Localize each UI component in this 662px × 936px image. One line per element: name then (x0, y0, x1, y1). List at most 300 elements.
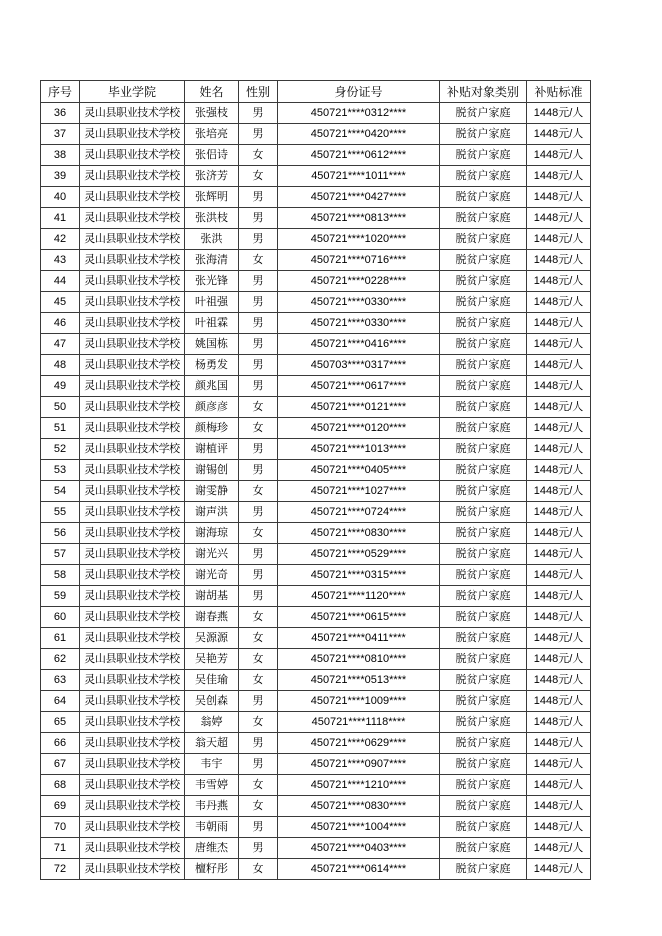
cell-id-number: 450703****0317**** (278, 355, 440, 376)
table-header (41, 81, 591, 103)
cell-standard: 1448元/人 (527, 733, 591, 754)
cell-name: 谢海琼 (185, 523, 239, 544)
cell-name: 谢春燕 (185, 607, 239, 628)
cell-category: 脱贫户家庭 (440, 523, 527, 544)
cell-index: 53 (41, 460, 80, 481)
cell-id-number: 450721****0810**** (278, 649, 440, 670)
table-row (41, 712, 591, 733)
cell-id-number: 450721****0529**** (278, 544, 440, 565)
cell-name: 檀籽彤 (185, 859, 239, 880)
cell-gender: 男 (239, 838, 278, 859)
cell-name: 吴艳芳 (185, 649, 239, 670)
cell-name: 张洪 (185, 229, 239, 250)
cell-category: 脱贫户家庭 (440, 103, 527, 124)
cell-standard: 1448元/人 (527, 754, 591, 775)
cell-name: 张培亮 (185, 124, 239, 145)
cell-id-number: 450721****0330**** (278, 292, 440, 313)
cell-index: 48 (41, 355, 80, 376)
cell-standard: 1448元/人 (527, 838, 591, 859)
table-row (41, 250, 591, 271)
cell-college: 灵山县职业技术学校 (80, 124, 185, 145)
cell-standard: 1448元/人 (527, 145, 591, 166)
cell-standard: 1448元/人 (527, 376, 591, 397)
cell-name: 颜梅珍 (185, 418, 239, 439)
cell-index: 66 (41, 733, 80, 754)
cell-index: 47 (41, 334, 80, 355)
cell-college: 灵山县职业技术学校 (80, 166, 185, 187)
cell-gender: 男 (239, 292, 278, 313)
cell-index: 63 (41, 670, 80, 691)
cell-category: 脱贫户家庭 (440, 796, 527, 817)
cell-name: 翁天超 (185, 733, 239, 754)
cell-standard: 1448元/人 (527, 229, 591, 250)
cell-index: 42 (41, 229, 80, 250)
cell-index: 69 (41, 796, 80, 817)
cell-category: 脱贫户家庭 (440, 313, 527, 334)
cell-college: 灵山县职业技术学校 (80, 523, 185, 544)
cell-category: 脱贫户家庭 (440, 271, 527, 292)
cell-category: 脱贫户家庭 (440, 229, 527, 250)
cell-gender: 男 (239, 733, 278, 754)
cell-category: 脱贫户家庭 (440, 649, 527, 670)
cell-name: 叶祖强 (185, 292, 239, 313)
cell-college: 灵山县职业技术学校 (80, 250, 185, 271)
header-row (41, 81, 591, 103)
cell-gender: 男 (239, 103, 278, 124)
cell-category: 脱贫户家庭 (440, 124, 527, 145)
cell-category: 脱贫户家庭 (440, 775, 527, 796)
cell-category: 脱贫户家庭 (440, 670, 527, 691)
cell-name: 颜兆国 (185, 376, 239, 397)
cell-name: 颜彦彦 (185, 397, 239, 418)
cell-index: 36 (41, 103, 80, 124)
cell-name: 翁婷 (185, 712, 239, 733)
cell-category: 脱贫户家庭 (440, 460, 527, 481)
cell-index: 52 (41, 439, 80, 460)
table-row (41, 691, 591, 712)
cell-gender: 男 (239, 355, 278, 376)
cell-standard: 1448元/人 (527, 502, 591, 523)
cell-category: 脱贫户家庭 (440, 817, 527, 838)
cell-college: 灵山县职业技术学校 (80, 607, 185, 628)
cell-id-number: 450721****0312**** (278, 103, 440, 124)
cell-name: 谢光兴 (185, 544, 239, 565)
cell-gender: 男 (239, 313, 278, 334)
cell-gender: 男 (239, 754, 278, 775)
cell-college: 灵山县职业技术学校 (80, 208, 185, 229)
cell-college: 灵山县职业技术学校 (80, 481, 185, 502)
subsidy-table-sheet (40, 80, 591, 880)
cell-college: 灵山县职业技术学校 (80, 838, 185, 859)
cell-id-number: 450721****0830**** (278, 523, 440, 544)
cell-college: 灵山县职业技术学校 (80, 565, 185, 586)
cell-category: 脱贫户家庭 (440, 439, 527, 460)
cell-id-number: 450721****0830**** (278, 796, 440, 817)
cell-college: 灵山县职业技术学校 (80, 586, 185, 607)
cell-index: 71 (41, 838, 80, 859)
table-row (41, 628, 591, 649)
cell-standard: 1448元/人 (527, 628, 591, 649)
table-row (41, 649, 591, 670)
cell-gender: 男 (239, 376, 278, 397)
cell-gender: 女 (239, 397, 278, 418)
cell-name: 唐维杰 (185, 838, 239, 859)
table-row (41, 460, 591, 481)
cell-gender: 女 (239, 775, 278, 796)
table-row (41, 145, 591, 166)
cell-gender: 女 (239, 796, 278, 817)
cell-category: 脱贫户家庭 (440, 586, 527, 607)
table-row (41, 481, 591, 502)
cell-id-number: 450721****1011**** (278, 166, 440, 187)
cell-standard: 1448元/人 (527, 565, 591, 586)
cell-name: 谢胡基 (185, 586, 239, 607)
table-row (41, 187, 591, 208)
cell-category: 脱贫户家庭 (440, 292, 527, 313)
cell-name: 姚国栋 (185, 334, 239, 355)
cell-gender: 女 (239, 250, 278, 271)
cell-name: 吴源源 (185, 628, 239, 649)
cell-standard: 1448元/人 (527, 271, 591, 292)
cell-standard: 1448元/人 (527, 355, 591, 376)
cell-category: 脱贫户家庭 (440, 166, 527, 187)
cell-college: 灵山县职业技术学校 (80, 313, 185, 334)
cell-gender: 女 (239, 670, 278, 691)
cell-gender: 男 (239, 460, 278, 481)
cell-id-number: 450721****0121**** (278, 397, 440, 418)
cell-gender: 男 (239, 124, 278, 145)
table-row (41, 796, 591, 817)
cell-college: 灵山县职业技术学校 (80, 145, 185, 166)
cell-index: 60 (41, 607, 80, 628)
cell-college: 灵山县职业技术学校 (80, 712, 185, 733)
cell-gender: 女 (239, 418, 278, 439)
cell-standard: 1448元/人 (527, 397, 591, 418)
cell-name: 张辉明 (185, 187, 239, 208)
cell-category: 脱贫户家庭 (440, 691, 527, 712)
cell-id-number: 450721****0614**** (278, 859, 440, 880)
cell-index: 56 (41, 523, 80, 544)
cell-index: 45 (41, 292, 80, 313)
table-row (41, 859, 591, 880)
cell-id-number: 450721****1118**** (278, 712, 440, 733)
table-row (41, 376, 591, 397)
cell-gender: 女 (239, 607, 278, 628)
cell-gender: 男 (239, 586, 278, 607)
cell-name: 张济芳 (185, 166, 239, 187)
cell-gender: 男 (239, 334, 278, 355)
cell-id-number: 450721****0629**** (278, 733, 440, 754)
cell-college: 灵山县职业技术学校 (80, 502, 185, 523)
cell-category: 脱贫户家庭 (440, 565, 527, 586)
cell-id-number: 450721****0724**** (278, 502, 440, 523)
cell-category: 脱贫户家庭 (440, 481, 527, 502)
table-row (41, 439, 591, 460)
cell-id-number: 450721****0907**** (278, 754, 440, 775)
cell-category: 脱贫户家庭 (440, 859, 527, 880)
cell-name: 韦宇 (185, 754, 239, 775)
cell-college: 灵山县职业技术学校 (80, 439, 185, 460)
cell-name: 谢雯静 (185, 481, 239, 502)
cell-college: 灵山县职业技术学校 (80, 670, 185, 691)
cell-college: 灵山县职业技术学校 (80, 460, 185, 481)
cell-gender: 男 (239, 817, 278, 838)
cell-standard: 1448元/人 (527, 691, 591, 712)
cell-college: 灵山县职业技术学校 (80, 103, 185, 124)
cell-index: 51 (41, 418, 80, 439)
cell-name: 张光锋 (185, 271, 239, 292)
header-index: 序号 (41, 81, 80, 103)
cell-gender: 女 (239, 166, 278, 187)
cell-college: 灵山县职业技术学校 (80, 355, 185, 376)
cell-name: 张侣诗 (185, 145, 239, 166)
cell-id-number: 450721****0615**** (278, 607, 440, 628)
cell-standard: 1448元/人 (527, 460, 591, 481)
cell-college: 灵山县职业技术学校 (80, 418, 185, 439)
cell-name: 叶祖霖 (185, 313, 239, 334)
cell-college: 灵山县职业技术学校 (80, 544, 185, 565)
cell-gender: 女 (239, 628, 278, 649)
cell-id-number: 450721****0513**** (278, 670, 440, 691)
cell-category: 脱贫户家庭 (440, 502, 527, 523)
table-row (41, 355, 591, 376)
cell-gender: 女 (239, 649, 278, 670)
table-row (41, 544, 591, 565)
cell-id-number: 450721****0120**** (278, 418, 440, 439)
table-row (41, 523, 591, 544)
cell-index: 44 (41, 271, 80, 292)
cell-name: 谢光奇 (185, 565, 239, 586)
cell-name: 韦雪婷 (185, 775, 239, 796)
cell-category: 脱贫户家庭 (440, 334, 527, 355)
cell-category: 脱贫户家庭 (440, 628, 527, 649)
cell-index: 64 (41, 691, 80, 712)
cell-college: 灵山县职业技术学校 (80, 334, 185, 355)
cell-index: 38 (41, 145, 80, 166)
cell-index: 43 (41, 250, 80, 271)
cell-college: 灵山县职业技术学校 (80, 691, 185, 712)
cell-name: 谢植评 (185, 439, 239, 460)
cell-college: 灵山县职业技术学校 (80, 271, 185, 292)
cell-standard: 1448元/人 (527, 523, 591, 544)
cell-gender: 男 (239, 187, 278, 208)
cell-college: 灵山县职业技术学校 (80, 817, 185, 838)
cell-college: 灵山县职业技术学校 (80, 754, 185, 775)
cell-name: 韦朝雨 (185, 817, 239, 838)
cell-id-number: 450721****0420**** (278, 124, 440, 145)
cell-category: 脱贫户家庭 (440, 145, 527, 166)
header-name: 姓名 (185, 81, 239, 103)
cell-index: 58 (41, 565, 80, 586)
cell-index: 41 (41, 208, 80, 229)
cell-name: 韦丹燕 (185, 796, 239, 817)
cell-category: 脱贫户家庭 (440, 418, 527, 439)
cell-gender: 男 (239, 691, 278, 712)
cell-name: 张海清 (185, 250, 239, 271)
cell-college: 灵山县职业技术学校 (80, 628, 185, 649)
table-row (41, 733, 591, 754)
cell-college: 灵山县职业技术学校 (80, 229, 185, 250)
cell-index: 37 (41, 124, 80, 145)
cell-category: 脱贫户家庭 (440, 712, 527, 733)
cell-gender: 女 (239, 712, 278, 733)
cell-index: 70 (41, 817, 80, 838)
cell-standard: 1448元/人 (527, 712, 591, 733)
table-row (41, 103, 591, 124)
table-row (41, 670, 591, 691)
cell-index: 72 (41, 859, 80, 880)
cell-standard: 1448元/人 (527, 103, 591, 124)
cell-name: 谢锡创 (185, 460, 239, 481)
cell-id-number: 450721****0411**** (278, 628, 440, 649)
cell-id-number: 450721****1020**** (278, 229, 440, 250)
cell-gender: 男 (239, 229, 278, 250)
header-gender: 性别 (239, 81, 278, 103)
cell-index: 49 (41, 376, 80, 397)
cell-id-number: 450721****1027**** (278, 481, 440, 502)
cell-id-number: 450721****1004**** (278, 817, 440, 838)
cell-college: 灵山县职业技术学校 (80, 292, 185, 313)
cell-id-number: 450721****0315**** (278, 565, 440, 586)
cell-id-number: 450721****0617**** (278, 376, 440, 397)
cell-category: 脱贫户家庭 (440, 544, 527, 565)
cell-index: 62 (41, 649, 80, 670)
cell-id-number: 450721****0403**** (278, 838, 440, 859)
cell-category: 脱贫户家庭 (440, 733, 527, 754)
cell-gender: 女 (239, 523, 278, 544)
cell-standard: 1448元/人 (527, 607, 591, 628)
table-row (41, 502, 591, 523)
cell-index: 50 (41, 397, 80, 418)
cell-id-number: 450721****0813**** (278, 208, 440, 229)
cell-index: 59 (41, 586, 80, 607)
cell-category: 脱贫户家庭 (440, 376, 527, 397)
cell-index: 68 (41, 775, 80, 796)
cell-standard: 1448元/人 (527, 649, 591, 670)
table-row (41, 271, 591, 292)
cell-category: 脱贫户家庭 (440, 187, 527, 208)
table-row (41, 229, 591, 250)
cell-category: 脱贫户家庭 (440, 838, 527, 859)
table-row (41, 397, 591, 418)
cell-id-number: 450721****0612**** (278, 145, 440, 166)
cell-category: 脱贫户家庭 (440, 250, 527, 271)
cell-id-number: 450721****1009**** (278, 691, 440, 712)
cell-id-number: 450721****1210**** (278, 775, 440, 796)
cell-college: 灵山县职业技术学校 (80, 859, 185, 880)
cell-name: 谢声洪 (185, 502, 239, 523)
cell-category: 脱贫户家庭 (440, 208, 527, 229)
cell-id-number: 450721****0405**** (278, 460, 440, 481)
cell-gender: 女 (239, 859, 278, 880)
cell-standard: 1448元/人 (527, 292, 591, 313)
cell-id-number: 450721****0427**** (278, 187, 440, 208)
cell-college: 灵山县职业技术学校 (80, 376, 185, 397)
header-college: 毕业学院 (80, 81, 185, 103)
cell-college: 灵山县职业技术学校 (80, 733, 185, 754)
cell-standard: 1448元/人 (527, 208, 591, 229)
cell-index: 65 (41, 712, 80, 733)
table-row (41, 586, 591, 607)
table-row (41, 124, 591, 145)
cell-name: 杨勇发 (185, 355, 239, 376)
header-standard: 补贴标准 (527, 81, 591, 103)
cell-id-number: 450721****0716**** (278, 250, 440, 271)
cell-gender: 男 (239, 502, 278, 523)
cell-index: 54 (41, 481, 80, 502)
table-row (41, 817, 591, 838)
subsidy-table (40, 80, 591, 880)
cell-index: 46 (41, 313, 80, 334)
cell-gender: 男 (239, 439, 278, 460)
cell-college: 灵山县职业技术学校 (80, 397, 185, 418)
table-row (41, 754, 591, 775)
cell-college: 灵山县职业技术学校 (80, 775, 185, 796)
cell-index: 57 (41, 544, 80, 565)
cell-category: 脱贫户家庭 (440, 355, 527, 376)
cell-category: 脱贫户家庭 (440, 754, 527, 775)
cell-name: 吴创森 (185, 691, 239, 712)
table-body (41, 103, 591, 880)
cell-category: 脱贫户家庭 (440, 607, 527, 628)
cell-id-number: 450721****0228**** (278, 271, 440, 292)
cell-index: 67 (41, 754, 80, 775)
cell-standard: 1448元/人 (527, 124, 591, 145)
cell-name: 张洪枝 (185, 208, 239, 229)
table-row (41, 775, 591, 796)
cell-standard: 1448元/人 (527, 859, 591, 880)
cell-standard: 1448元/人 (527, 817, 591, 838)
cell-standard: 1448元/人 (527, 418, 591, 439)
header-category: 补贴对象类别 (440, 81, 527, 103)
cell-standard: 1448元/人 (527, 313, 591, 334)
cell-category: 脱贫户家庭 (440, 397, 527, 418)
cell-index: 39 (41, 166, 80, 187)
cell-index: 61 (41, 628, 80, 649)
cell-id-number: 450721****0416**** (278, 334, 440, 355)
cell-id-number: 450721****1120**** (278, 586, 440, 607)
cell-standard: 1448元/人 (527, 796, 591, 817)
cell-id-number: 450721****1013**** (278, 439, 440, 460)
cell-standard: 1448元/人 (527, 187, 591, 208)
cell-college: 灵山县职业技术学校 (80, 187, 185, 208)
cell-standard: 1448元/人 (527, 481, 591, 502)
table-row (41, 313, 591, 334)
cell-gender: 女 (239, 145, 278, 166)
cell-college: 灵山县职业技术学校 (80, 796, 185, 817)
cell-standard: 1448元/人 (527, 775, 591, 796)
cell-name: 张强枝 (185, 103, 239, 124)
cell-standard: 1448元/人 (527, 544, 591, 565)
cell-index: 55 (41, 502, 80, 523)
cell-index: 40 (41, 187, 80, 208)
cell-id-number: 450721****0330**** (278, 313, 440, 334)
cell-standard: 1448元/人 (527, 250, 591, 271)
cell-standard: 1448元/人 (527, 166, 591, 187)
table-row (41, 208, 591, 229)
cell-name: 吴佳瑜 (185, 670, 239, 691)
table-row (41, 607, 591, 628)
header-id-number: 身份证号 (278, 81, 440, 103)
cell-standard: 1448元/人 (527, 586, 591, 607)
table-row (41, 838, 591, 859)
cell-college: 灵山县职业技术学校 (80, 649, 185, 670)
cell-gender: 男 (239, 271, 278, 292)
table-row (41, 334, 591, 355)
table-row (41, 166, 591, 187)
table-row (41, 292, 591, 313)
cell-gender: 女 (239, 481, 278, 502)
